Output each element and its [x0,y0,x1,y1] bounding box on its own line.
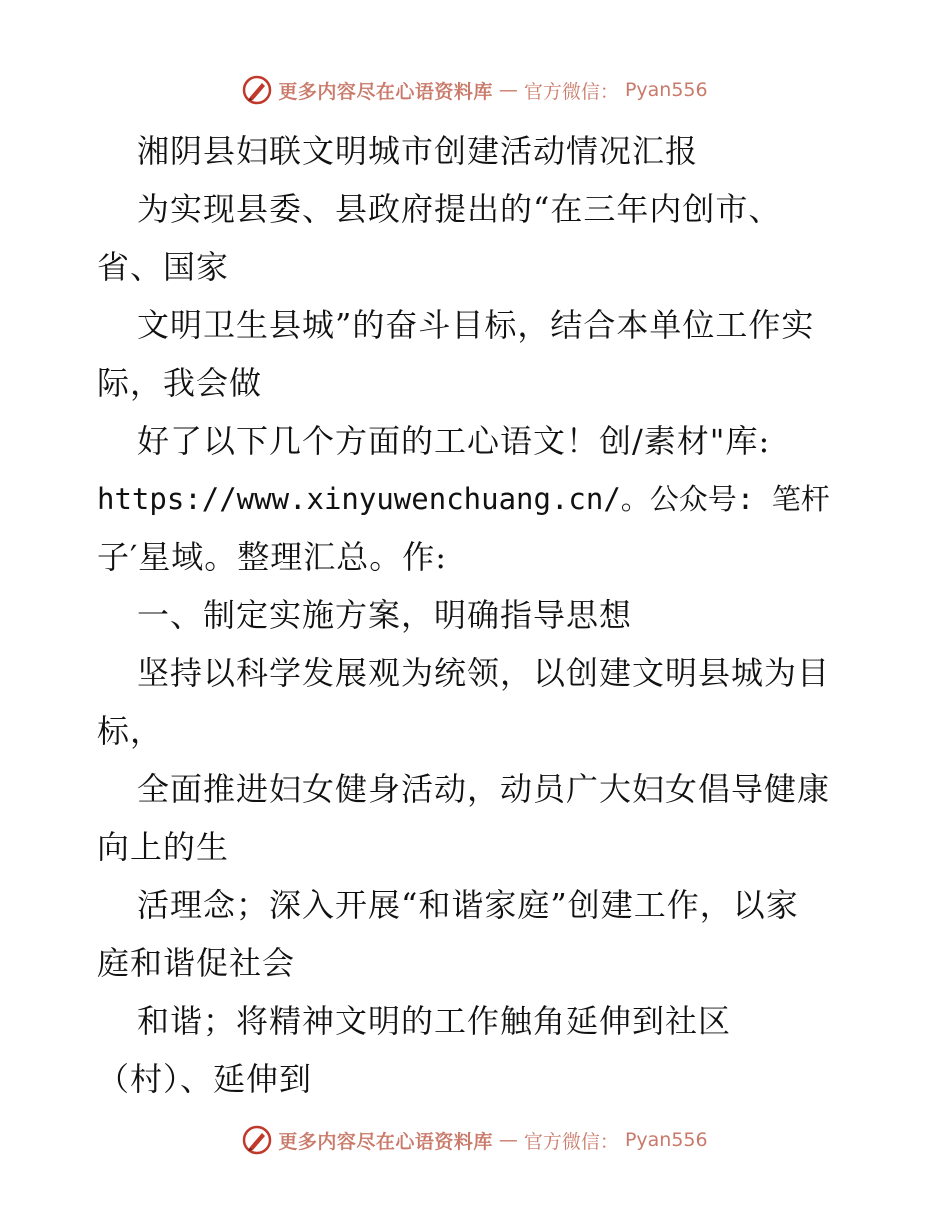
paragraph-line: 子′星域。整理汇总。作: [97,538,448,576]
document-body [97,122,857,1108]
paragraph-line: 标， [97,712,164,750]
banner-separator: — [498,79,518,101]
paragraph-line: 和谐；将精神文明的工作触角延伸到社区 [137,1002,732,1040]
paragraph-line: 际，我会做 [97,364,263,402]
paragraph-line: 为实现县委、县政府提出的“在三年内创市、 [137,190,782,228]
paragraph-line: 庭和谐促社会 [97,944,296,982]
banner-contact-label: 官方微信： [523,80,619,103]
paragraph-line: 全面推进妇女健身活动，动员广大妇女倡导健康 [137,770,831,808]
paragraph-line: 好了以下几个方面的工心语文！创/素材"库: [137,422,771,460]
banner-contact-label: 官方微信： [523,1130,619,1153]
banner-contact-id: Pyan556 [624,79,708,101]
banner-contact-id: Pyan556 [624,1129,708,1151]
url-line: https://www.xinyuwenchuang.cn/。公众号: 笔杆 [97,482,830,516]
paragraph-line: 活理念；深入开展“和谐家庭”创建工作，以家 [137,886,799,924]
paragraph-line: 文明卫生县城”的奋斗目标，结合本单位工作实 [137,306,815,344]
pen-logo-icon [242,75,272,105]
header-banner [0,70,950,110]
paragraph-line: 省、国家 [97,248,230,286]
paragraph-line: （村）、延伸到 [97,1060,313,1098]
banner-separator: — [498,1129,518,1151]
banner-text: 更多内容尽在心语资料库 [278,1130,493,1153]
paragraph-line: 坚持以科学发展观为统领，以创建文明县城为目 [137,654,831,692]
banner-text: 更多内容尽在心语资料库 [278,80,493,103]
footer-banner [0,1120,950,1160]
section-heading: 一、制定实施方案，明确指导思想 [137,596,633,634]
document-title: 湘阴县妇联文明城市创建活动情况汇报 [137,132,699,170]
paragraph-line: 向上的生 [97,828,230,866]
pen-logo-icon [242,1125,272,1155]
